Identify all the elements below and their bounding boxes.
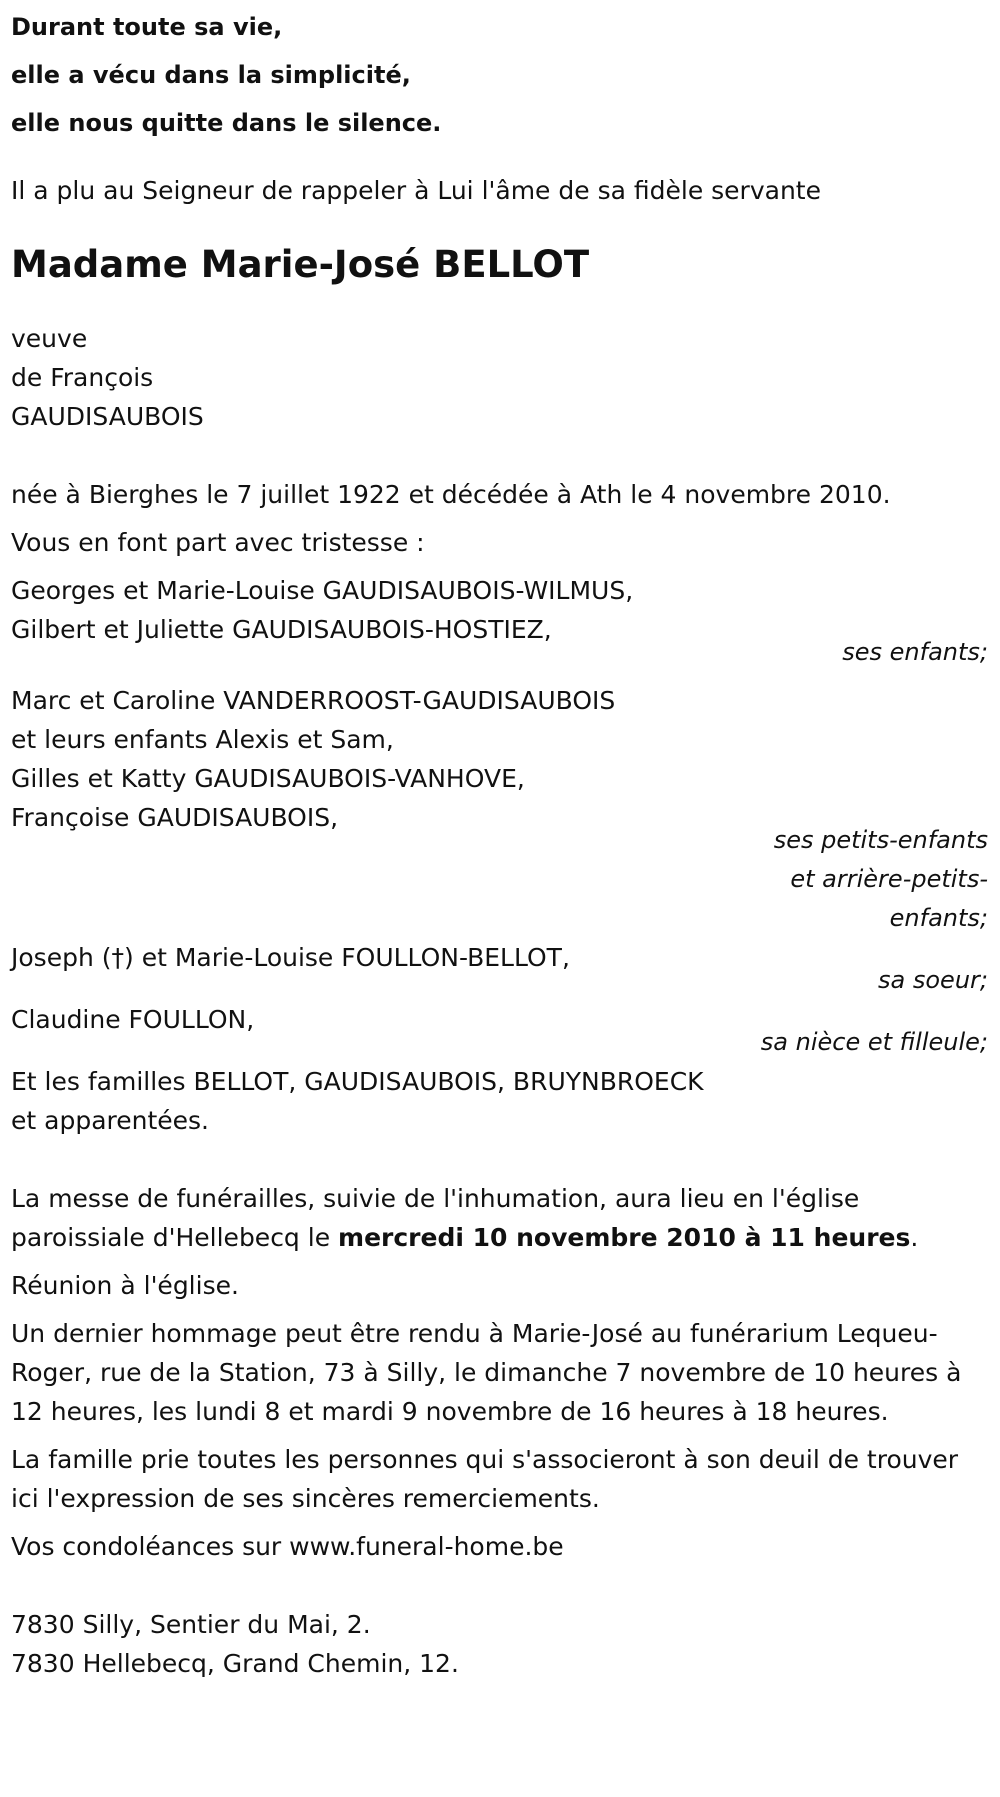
intro-text: Il a plu au Seigneur de rappeler à Lui l'âme de sa fidèle servante [11,176,821,205]
family-member: Joseph (†) et Marie-Louise FOULLON-BELLOT, [11,943,570,972]
family-member: Gilbert et Juliette GAUDISAUBOIS-HOSTIEZ, [11,615,552,644]
families-line-2: et apparentées. [11,1106,209,1135]
family-member: Gilles et Katty GAUDISAUBOIS-VANHOVE, [11,764,525,793]
children-group [11,571,988,672]
widow-status: veuve [11,324,88,353]
family-member: Françoise GAUDISAUBOIS, [11,803,339,832]
announcement-text: Vous en font part avec tristesse : [11,528,425,557]
family-member: et leurs enfants Alexis et Sam, [11,725,394,754]
spouse-line-2: GAUDISAUBOIS [11,402,204,431]
poem-line-2: elle a vécu dans la simplicité, [11,61,411,89]
widow-info [11,319,988,436]
address-line: 7830 Silly, Sentier du Mai, 2. [11,1610,371,1639]
family-member: Marc et Caroline VANDERROOST-GAUDISAUBOIS [11,686,616,715]
poem-line-1: Durant toute sa vie, [11,13,283,41]
funeral-text-before: La messe de funérailles, suivie de l'inhumation, aura lieu en l'église paroissiale d'Hellebecq le [11,1184,860,1252]
family-member: Georges et Marie-Louise GAUDISAUBOIS-WILMUS, [11,576,634,605]
families-group [11,1062,988,1140]
spouse-line-1: de François [11,363,154,392]
grandchildren-group [11,681,988,938]
deceased-name: Madame Marie-José BELLOT [11,243,590,286]
homage-info: Un dernier hommage peut être rendu à Marie-José au funérarium Lequeu-Roger, rue de la Station, 73 à Silly, le dimanche 7 novembre de 10 heures à 12 heures, les lundi 8 et mardi 9 novembre de 16 heures à 18 heures. [11,1319,962,1426]
obituary-content [11,0,988,1683]
family-member: Claudine FOULLON, [11,1005,255,1034]
addresses [11,1605,988,1683]
relation-grandchildren-line-1: ses petits-enfants [773,826,988,854]
relation-grandchildren [11,821,988,938]
relation-grandchildren-line-2: et arrière-petits- [790,865,988,893]
opening-poem [11,0,988,147]
relation-sister: sa soeur; [878,966,988,994]
funeral-text-after: . [910,1223,919,1252]
relation-children: ses enfants; [842,638,988,666]
relation-niece: sa nièce et filleule; [760,1028,988,1056]
birth-death-dates: née à Bierghes le 7 juillet 1922 et décédée à Ath le 4 novembre 2010. [11,480,891,509]
funeral-details [11,1179,988,1257]
thanks-text: La famille prie toutes les personnes qui s'associeront à son deuil de trouver ici l'expression de ses sincères remerciements. [11,1445,959,1513]
meeting-info: Réunion à l'église. [11,1271,239,1300]
poem-line-3: elle nous quitte dans le silence. [11,109,442,137]
sister-group [11,938,988,1000]
condolences-text: Vos condoléances sur www.funeral-home.be [11,1532,564,1561]
funeral-datetime: mercredi 10 novembre 2010 à 11 heures [338,1223,911,1252]
niece-group [11,1000,988,1062]
families-line-1: Et les familles BELLOT, GAUDISAUBOIS, BRUYNBROECK [11,1067,704,1096]
address-line: 7830 Hellebecq, Grand Chemin, 12. [11,1649,459,1678]
relation-grandchildren-line-3: enfants; [889,904,988,932]
